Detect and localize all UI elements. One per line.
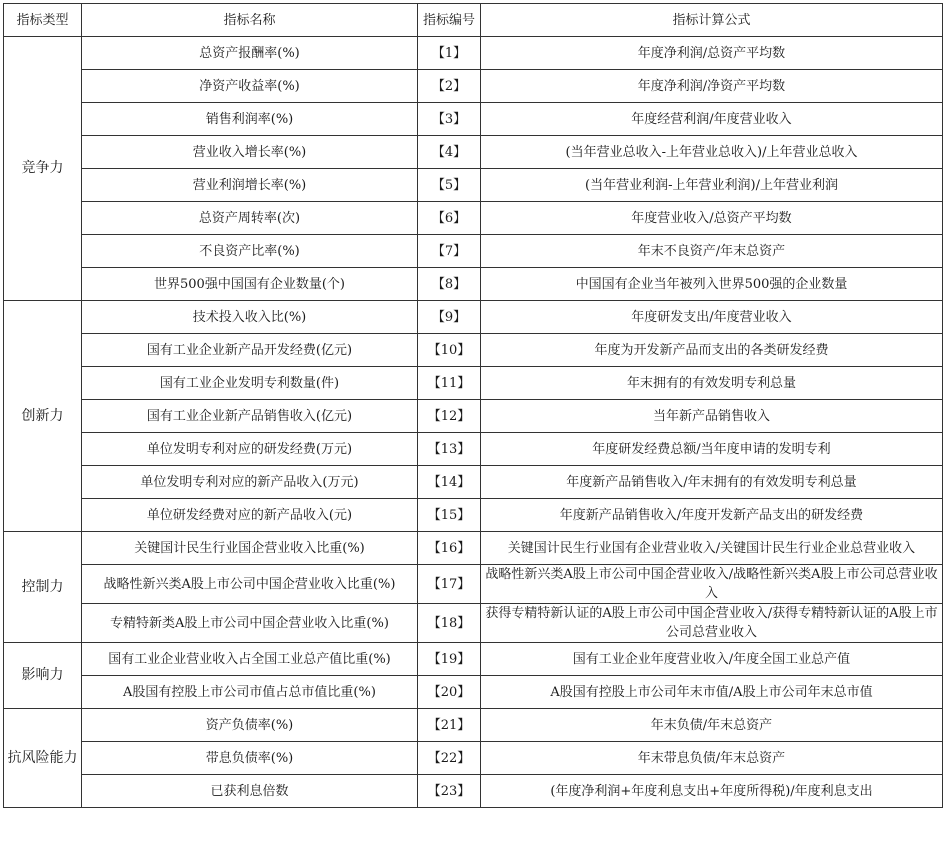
indicator-code: 【7】	[418, 235, 481, 268]
table-row	[4, 202, 943, 235]
indicator-formula: (当年营业总收入-上年营业总收入)/上年营业总收入	[481, 136, 943, 169]
table-row	[4, 268, 943, 301]
indicator-code: 【9】	[418, 301, 481, 334]
table-row	[4, 136, 943, 169]
indicator-code: 【10】	[418, 334, 481, 367]
indicator-name: 世界500强中国国有企业数量(个)	[82, 268, 418, 301]
indicator-code: 【13】	[418, 433, 481, 466]
indicator-name: 战略性新兴类A股上市公司中国企营业收入比重(%)	[82, 565, 418, 604]
indicator-code: 【5】	[418, 169, 481, 202]
indicator-name: 不良资产比率(%)	[82, 235, 418, 268]
indicator-code: 【2】	[418, 70, 481, 103]
indicator-name: 单位发明专利对应的研发经费(万元)	[82, 433, 418, 466]
table-row	[4, 301, 943, 334]
indicator-name: A股国有控股上市公司市值占总市值比重(%)	[82, 676, 418, 709]
indicator-name: 单位发明专利对应的新产品收入(万元)	[82, 466, 418, 499]
table-row	[4, 532, 943, 565]
indicator-code: 【23】	[418, 775, 481, 808]
indicator-formula: 年度研发支出/年度营业收入	[481, 301, 943, 334]
table-row	[4, 676, 943, 709]
table-row	[4, 742, 943, 775]
indicator-formula: 年度经营利润/年度营业收入	[481, 103, 943, 136]
indicator-formula: 当年新产品销售收入	[481, 400, 943, 433]
indicator-name: 营业利润增长率(%)	[82, 169, 418, 202]
indicator-formula: 年末不良资产/年末总资产	[481, 235, 943, 268]
indicator-name: 已获利息倍数	[82, 775, 418, 808]
indicator-code: 【22】	[418, 742, 481, 775]
indicator-code: 【14】	[418, 466, 481, 499]
indicator-name: 总资产周转率(次)	[82, 202, 418, 235]
indicator-code: 【17】	[418, 565, 481, 604]
table-row	[4, 499, 943, 532]
table-row	[4, 433, 943, 466]
indicator-formula: 年度研发经费总额/当年度申请的发明专利	[481, 433, 943, 466]
indicator-formula: 中国国有企业当年被列入世界500强的企业数量	[481, 268, 943, 301]
header-name: 指标名称	[82, 4, 418, 37]
indicator-name: 专精特新类A股上市公司中国企营业收入比重(%)	[82, 604, 418, 643]
indicator-name: 总资产报酬率(%)	[82, 37, 418, 70]
indicator-code: 【12】	[418, 400, 481, 433]
indicator-code: 【18】	[418, 604, 481, 643]
category-innovation: 创新力	[4, 301, 82, 532]
indicator-formula: 年度新产品销售收入/年末拥有的有效发明专利总量	[481, 466, 943, 499]
indicator-name: 资产负债率(%)	[82, 709, 418, 742]
category-competitiveness: 竞争力	[4, 37, 82, 301]
indicator-code: 【3】	[418, 103, 481, 136]
indicator-name: 关键国计民生行业国企营业收入比重(%)	[82, 532, 418, 565]
indicator-formula: (当年营业利润-上年营业利润)/上年营业利润	[481, 169, 943, 202]
indicator-formula: (年度净利润+年度利息支出+年度所得税)/年度利息支出	[481, 775, 943, 808]
indicator-name: 净资产收益率(%)	[82, 70, 418, 103]
indicator-formula: 年度营业收入/总资产平均数	[481, 202, 943, 235]
indicator-name: 技术投入收入比(%)	[82, 301, 418, 334]
indicator-table	[3, 3, 943, 808]
table-row	[4, 103, 943, 136]
indicator-formula: 国有工业企业年度营业收入/年度全国工业总产值	[481, 643, 943, 676]
table-row	[4, 235, 943, 268]
indicator-formula: 年末拥有的有效发明专利总量	[481, 367, 943, 400]
indicator-formula: 关键国计民生行业国有企业营业收入/关键国计民生行业企业总营业收入	[481, 532, 943, 565]
indicator-formula: 年度净利润/总资产平均数	[481, 37, 943, 70]
indicator-formula: 年度为开发新产品而支出的各类研发经费	[481, 334, 943, 367]
indicator-code: 【4】	[418, 136, 481, 169]
indicator-formula: 年度净利润/净资产平均数	[481, 70, 943, 103]
indicator-formula: 战略性新兴类A股上市公司中国企营业收入/战略性新兴类A股上市公司总营业收入	[481, 565, 943, 604]
table-row	[4, 565, 943, 604]
indicator-name: 国有工业企业发明专利数量(件)	[82, 367, 418, 400]
indicator-formula: 年末负债/年末总资产	[481, 709, 943, 742]
indicator-code: 【8】	[418, 268, 481, 301]
indicator-formula: 年度新产品销售收入/年度开发新产品支出的研发经费	[481, 499, 943, 532]
indicator-code: 【1】	[418, 37, 481, 70]
header-type: 指标类型	[4, 4, 82, 37]
category-control: 控制力	[4, 532, 82, 643]
table-row	[4, 37, 943, 70]
header-code: 指标编号	[418, 4, 481, 37]
table-row	[4, 775, 943, 808]
indicator-name: 国有工业企业新产品销售收入(亿元)	[82, 400, 418, 433]
table-row	[4, 400, 943, 433]
indicator-formula: 年末带息负债/年末总资产	[481, 742, 943, 775]
indicator-name: 销售利润率(%)	[82, 103, 418, 136]
indicator-code: 【11】	[418, 367, 481, 400]
header-row	[4, 4, 943, 37]
indicator-name: 国有工业企业新产品开发经费(亿元)	[82, 334, 418, 367]
indicator-name: 营业收入增长率(%)	[82, 136, 418, 169]
table-row	[4, 70, 943, 103]
indicator-name: 单位研发经费对应的新产品收入(元)	[82, 499, 418, 532]
indicator-code: 【19】	[418, 643, 481, 676]
table-row	[4, 169, 943, 202]
header-formula: 指标计算公式	[481, 4, 943, 37]
table-row	[4, 466, 943, 499]
indicator-code: 【20】	[418, 676, 481, 709]
indicator-formula: 获得专精特新认证的A股上市公司中国企营业收入/获得专精特新认证的A股上市公司总营业收入	[481, 604, 943, 643]
table-row	[4, 709, 943, 742]
indicator-code: 【16】	[418, 532, 481, 565]
category-influence: 影响力	[4, 643, 82, 709]
table-row	[4, 604, 943, 643]
indicator-code: 【15】	[418, 499, 481, 532]
table-row	[4, 334, 943, 367]
table-row	[4, 643, 943, 676]
indicator-code: 【6】	[418, 202, 481, 235]
table-row	[4, 367, 943, 400]
indicator-code: 【21】	[418, 709, 481, 742]
category-risk: 抗风险能力	[4, 709, 82, 808]
indicator-name: 带息负债率(%)	[82, 742, 418, 775]
indicator-name: 国有工业企业营业收入占全国工业总产值比重(%)	[82, 643, 418, 676]
indicator-formula: A股国有控股上市公司年末市值/A股上市公司年末总市值	[481, 676, 943, 709]
